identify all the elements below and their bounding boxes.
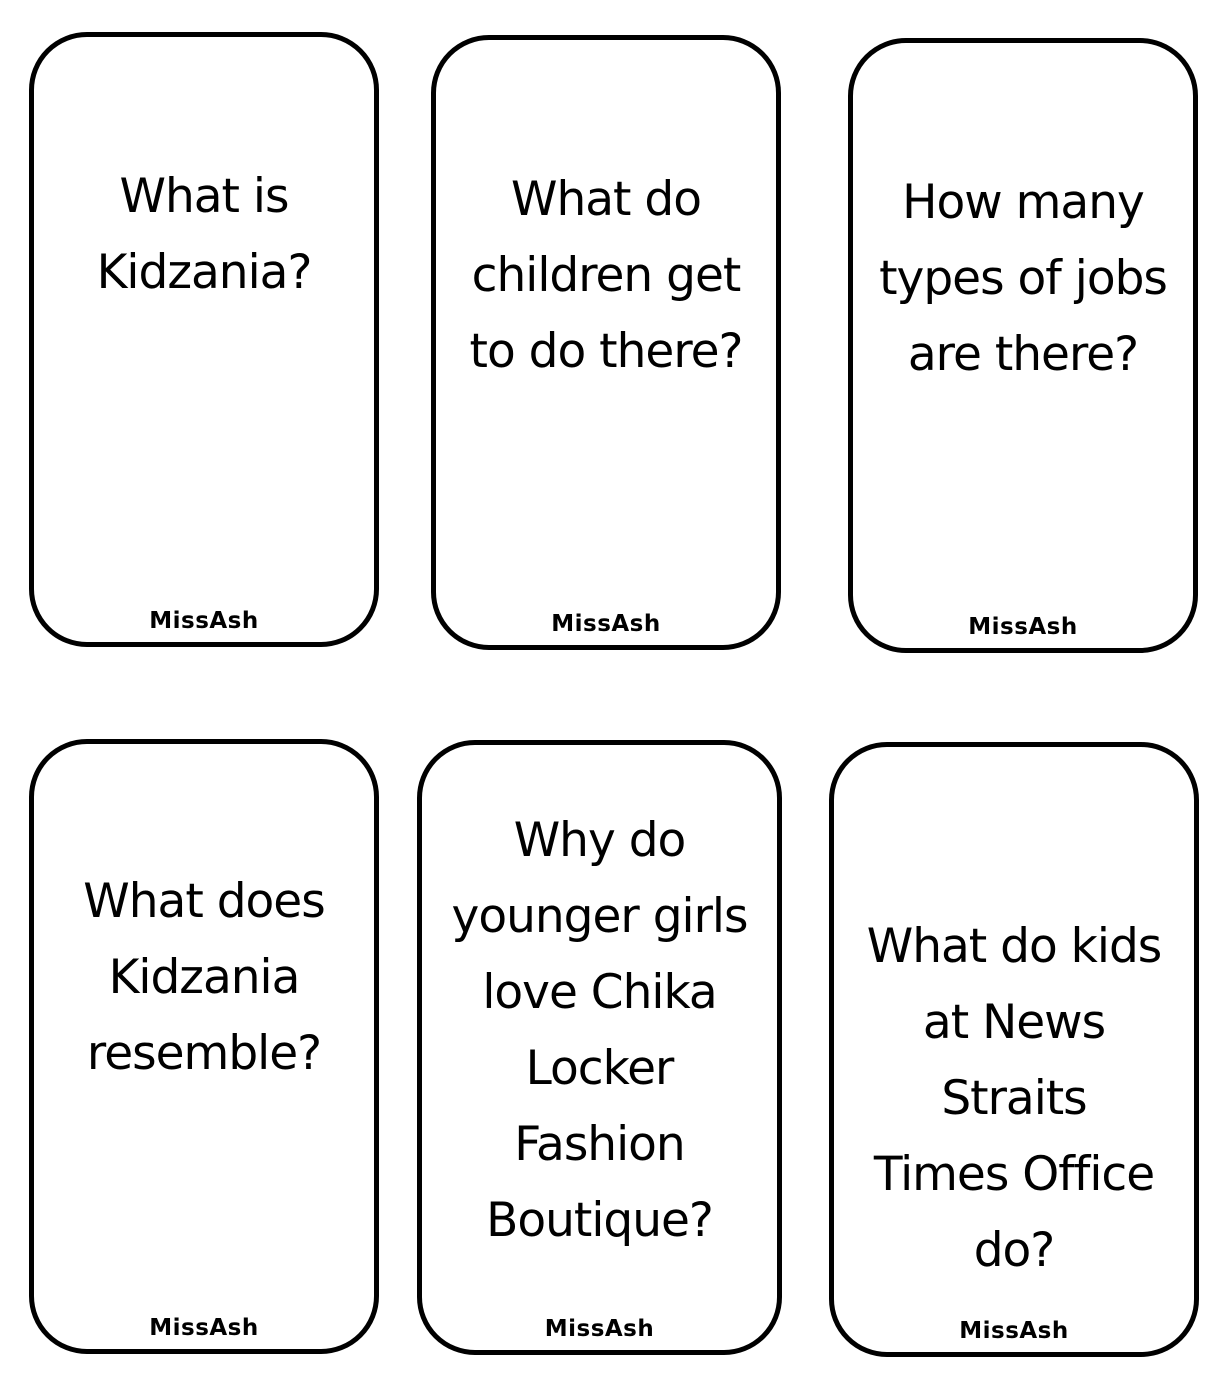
brand-logo: MissAsh <box>149 608 259 634</box>
question-card <box>29 32 379 647</box>
card-question: What does Kidzania resemble? <box>83 874 325 1081</box>
brand-logo: MissAsh <box>149 1315 259 1341</box>
question-card <box>829 742 1199 1357</box>
card-question: What do kids at News Straits Times Office do? <box>866 919 1162 1278</box>
card-question: What do children get to do there? <box>469 172 743 379</box>
brand-logo: MissAsh <box>551 611 661 637</box>
question-card <box>848 38 1198 653</box>
card-question: How many types of jobs are there? <box>879 175 1167 382</box>
brand-logo: MissAsh <box>959 1318 1069 1344</box>
question-card <box>29 739 379 1354</box>
brand-logo: MissAsh <box>544 1316 655 1342</box>
card-question: What is Kidzania? <box>96 169 312 300</box>
card-question: Why do younger girls love Chika Locker Fashion Boutique? <box>451 813 748 1248</box>
brand-logo: MissAsh <box>968 614 1078 640</box>
question-card <box>431 35 781 650</box>
question-card <box>417 740 782 1355</box>
